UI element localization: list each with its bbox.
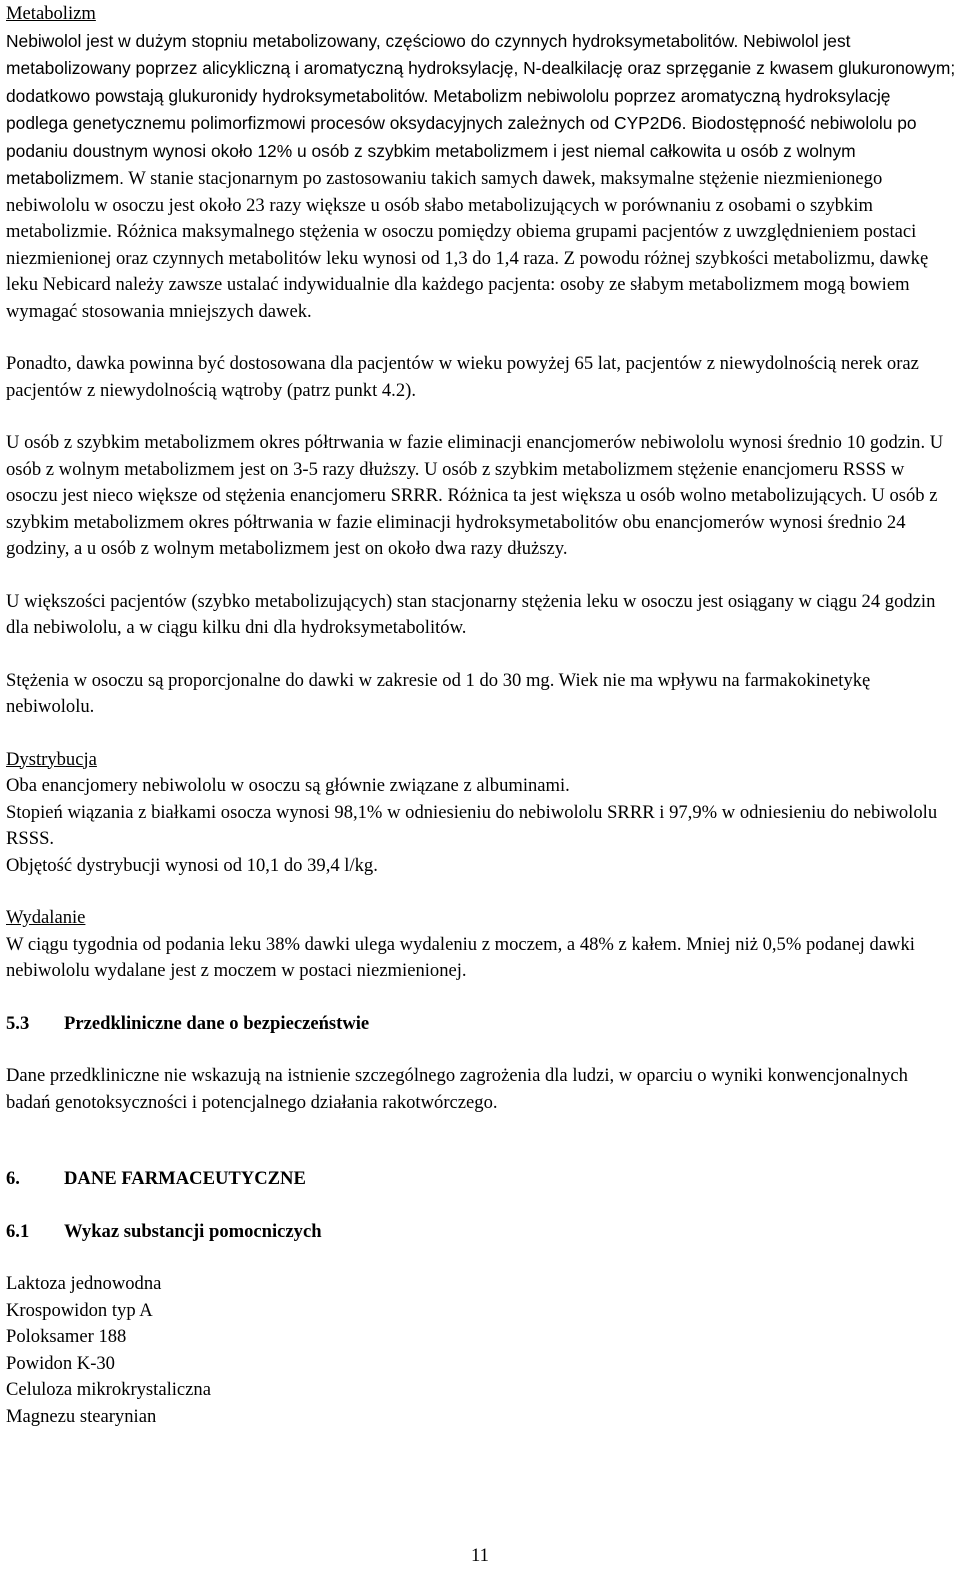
metabolism-paragraph-2: Ponadto, dawka powinna być dostosowana dla pacjentów w wieku powyżej 65 lat, pacjentów z niewydolnością nerek oraz pacjentów z niewydolnością wątroby (patrz punkt 4.2).: [6, 353, 919, 401]
excipient-item: Poloksamer 188: [6, 1326, 127, 1347]
document-page: [6, 1, 956, 1430]
elimination-heading: Wydalanie: [6, 907, 86, 928]
section-6-title: DANE FARMACEUTYCZNE: [64, 1168, 306, 1189]
metabolism-paragraph-1a: Nebiwolol jest w dużym stopniu metabolizowany, częściowo do czynnych hydroksymetabolitów. Nebiwolol jest metabolizowany poprzez alicykliczną i aromatyczną hydroksylację, N-dealkilację oraz sprzęganie z kwasem glukuronowym; dodatkowo powstają glukuronidy hydroksymetabolitów. Metabolizm nebiwololu poprzez aromatyczną hydroksylację podlega genetycznemu polimorfizmowi procesów oksydacyjnych zależnych od CYP2D6. Biodostępność nebiwololu po podaniu doustnym wynosi około 12% u osób z szybkim metabolizmem i jest niemal całkowita u osób z wolnym metabolizmem.: [6, 30, 956, 188]
excipient-item: Krospowidon typ A: [6, 1299, 153, 1321]
section-5-3-title: Przedkliniczne dane o bezpieczeństwie: [64, 1012, 370, 1034]
distribution-line-2: Stopień wiązania z białkami osocza wynosi 98,1% w odniesieniu do nebiwololu SRRR i 97,9% w odniesieniu do nebiwololu RSSS.: [6, 801, 938, 849]
section-6-1-number: 6.1: [6, 1220, 30, 1242]
metabolism-paragraph-1: [6, 28, 956, 326]
elimination-text: W ciągu tygodnia od podania leku 38% dawki ulega wydaleniu z moczem, a 48% z kałem. Mniej niż 0,5% podanej dawki nebiwololu wydalane jest z moczem w postaci niezmienionej.: [6, 933, 915, 981]
page-number: 11: [471, 1545, 489, 1566]
section-6-number: 6.: [6, 1168, 20, 1189]
metabolism-paragraph-4: U większości pacjentów (szybko metabolizujących) stan stacjonarny stężenia leku w osoczu jest osiągany w ciągu 24 godzin dla nebiwololu, a w ciągu kilku dni dla hydroksymetabolitów.: [6, 590, 936, 638]
excipient-item: Laktoza jednowodna: [6, 1273, 162, 1294]
excipient-item: Celuloza mikrokrystaliczna: [6, 1379, 211, 1400]
distribution-line-3: Objętość dystrybucji wynosi od 10,1 do 39,4 l/kg.: [6, 854, 378, 876]
section-6-heading: [6, 1166, 956, 1193]
section-6-1-title: Wykaz substancji pomocniczych: [64, 1220, 322, 1242]
metabolism-paragraph-1b: W stanie stacjonarnym po zastosowaniu takich samych dawek, maksymalne stężenie niezmienionego nebiwololu w osoczu jest około 23 razy większe u osób słabo metabolizujących w porównaniu z osobami o szybkim metabolizmie. Różnica maksymalnego stężenia w osoczu pomiędzy obiema grupami pacjentów z uwzględnieniem postaci niezmienionej oraz czynnych metabolitów leku wynosi od 1,3 do 1,4 raza. Z powodu różnej szybkości metabolizmu, dawkę leku Nebicard należy zawsze ustalać indywidualnie dla każdego pacjenta: osoby ze słabym metabolizmem mogą bowiem wymagać stosowania mniejszych dawek.: [6, 168, 929, 322]
metabolism-paragraph-5: Stężenia w osoczu są proporcjonalne do dawki w zakresie od 1 do 30 mg. Wiek nie ma wpływu na farmakokinetykę nebiwololu.: [6, 669, 871, 717]
excipients-list: [6, 1271, 956, 1430]
distribution-heading: Dystrybucja: [6, 748, 97, 770]
section-6-1-heading: [6, 1219, 956, 1246]
distribution-line-1: Oba enancjomery nebiwololu w osoczu są głównie związane z albuminami.: [6, 775, 570, 796]
metabolism-paragraph-3: U osób z szybkim metabolizmem okres półtrwania w fazie eliminacji enancjomerów nebiwololu wynosi średnio 10 godzin. U osób z wolnym metabolizmem jest on 3-5 razy dłuższy. U osób z szybkim metabolizmem stężenie enancjomeru RSSS w osoczu jest nieco większe od stężenia enancjomeru SRRR. Różnica ta jest większa u osób wolno metabolizujących. U osób z szybkim metabolizmem okres półtrwania w fazie eliminacji hydroksymetabolitów obu enancjomerów wynosi średnio 24 godziny, a u osób z wolnym metabolizmem jest on około dwa razy dłuższy.: [6, 432, 944, 559]
section-5-3-heading: [6, 1011, 956, 1038]
excipient-item: Powidon K-30: [6, 1352, 115, 1374]
metabolism-heading: Metabolizm: [6, 3, 96, 24]
excipient-item: Magnezu stearynian: [6, 1405, 157, 1427]
section-5-3-number: 5.3: [6, 1012, 30, 1034]
section-5-3-text: Dane przedkliniczne nie wskazują na istnienie szczególnego zagrożenia dla ludzi, w oparciu o wyniki konwencjonalnych badań genotoksyczności i potencjalnego działania rakotwórczego.: [6, 1065, 908, 1113]
